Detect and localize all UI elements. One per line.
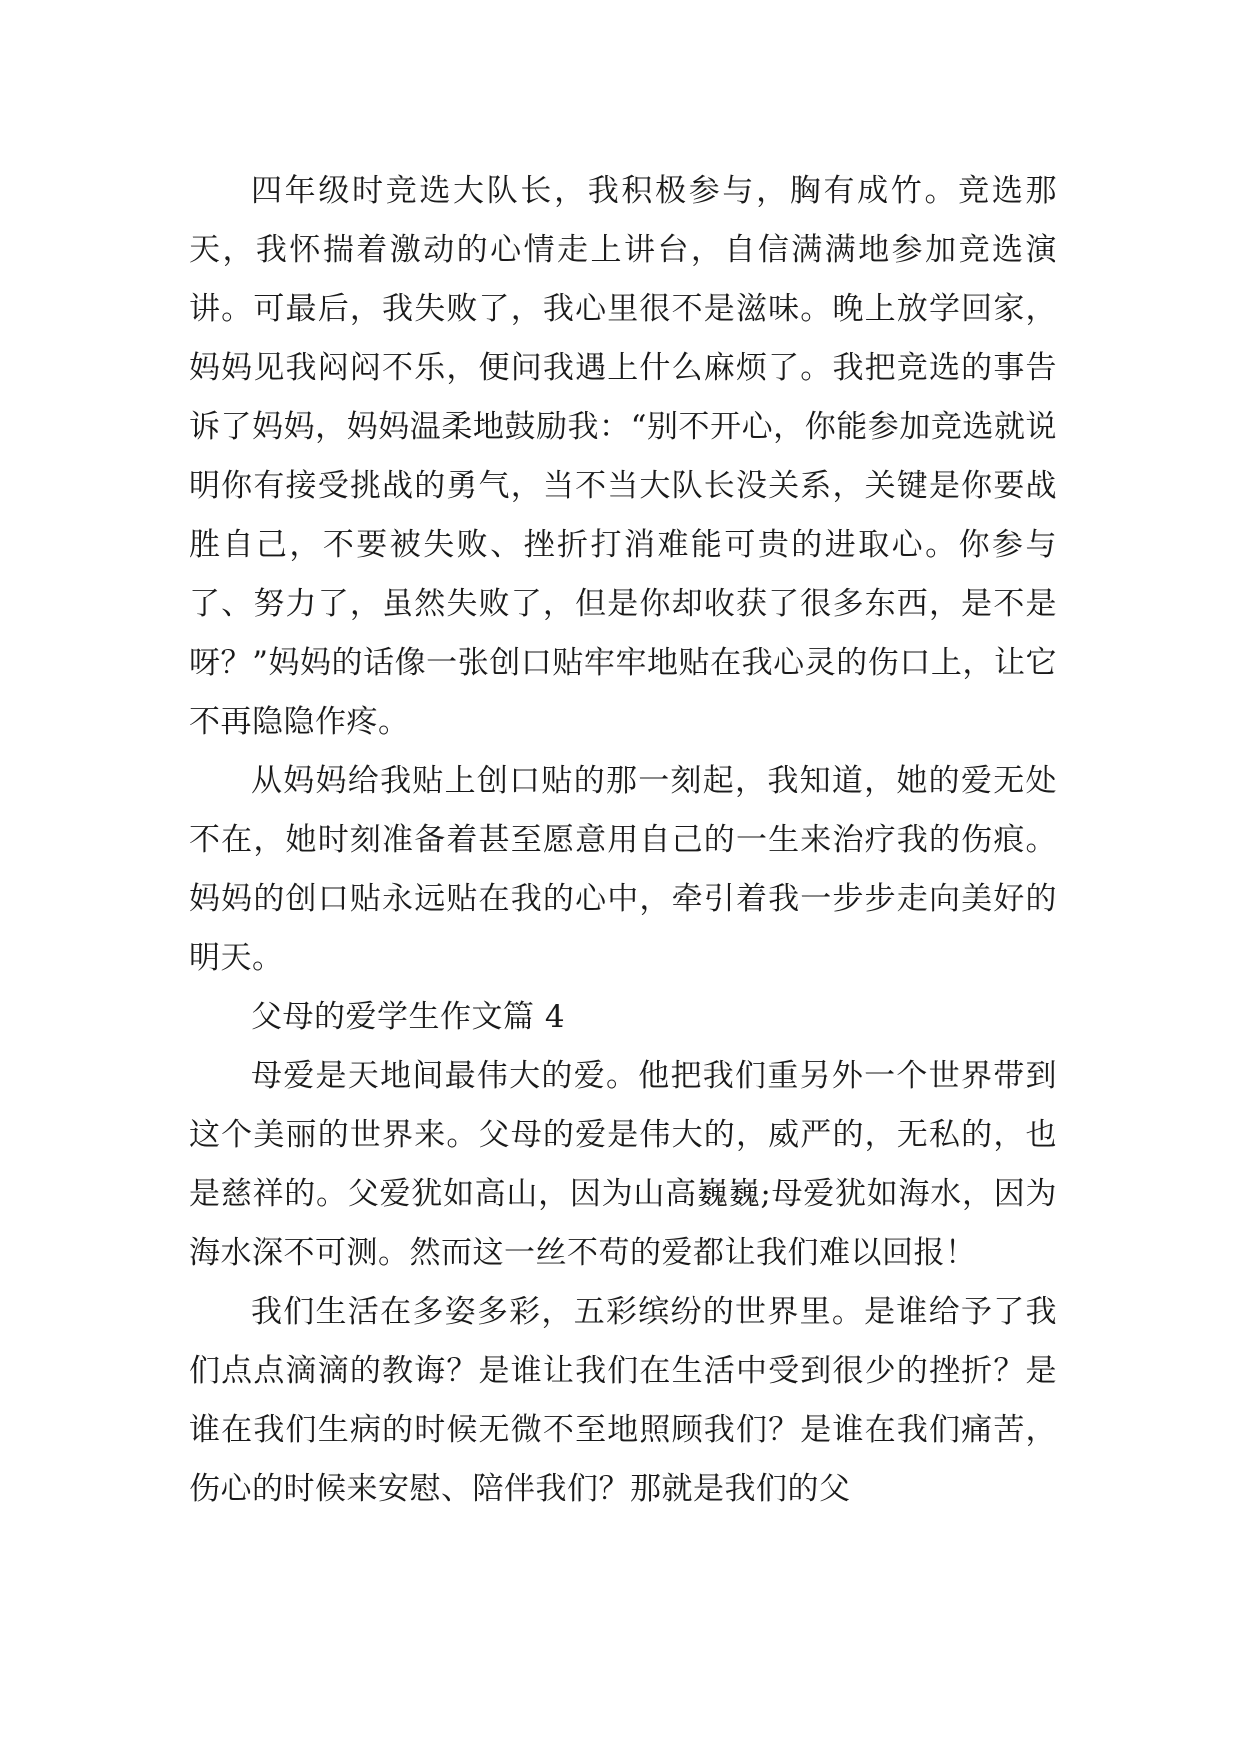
paragraph-mother-love: 母爱是天地间最伟大的爱。他把我们重另外一个世界带到这个美丽的世界来。父母的爱是伟大的，威严的，无私的，也是慈祥的。父爱犹如高山，因为山高巍巍;母爱犹如海水，因为海水深不可测。然而这一丝不苟的爱都让我们难以回报！: [189, 1058, 1057, 1271]
paragraph-campaign-story: 四年级时竞选大队长，我积极参与，胸有成竹。竞选那天，我怀揣着激动的心情走上讲台，自信满满地参加竞选演讲。可最后，我失败了，我心里很不是滋味。晚上放学回家，妈妈见我闷闷不乐，便问我遇上什么麻烦了。我把竞选的事告诉了妈妈，妈妈温柔地鼓励我：“别不开心，你能参加竞选就说明你有接受挑战的勇气，当不当大队长没关系，关键是你要战胜自己，不要被失败、挫折打消难能可贵的进取心。你参与了、努力了，虽然失败了，但是你却收获了很多东西，是不是呀？”妈妈的话像一张创口贴牢牢地贴在我心灵的伤口上，让它不再隐隐作疼。: [189, 173, 1057, 740]
paragraph-bandage-conclusion: 从妈妈给我贴上创口贴的那一刻起，我知道，她的爱无处不在，她时刻准备着甚至愿意用自己的一生来治疗我的伤痕。妈妈的创口贴永远贴在我的心中，牵引着我一步步走向美好的明天。: [189, 763, 1057, 976]
section-heading: 父母的爱学生作文篇 4: [251, 999, 566, 1035]
paragraph-parents-care: 我们生活在多姿多彩，五彩缤纷的世界里。是谁给予了我们点点滴滴的教诲？是谁让我们在生活中受到很少的挫折？是谁在我们生病的时候无微不至地照顾我们？是谁在我们痛苦，伤心的时候来安慰、陪伴我们？那就是我们的父: [189, 1294, 1057, 1507]
document-body: [189, 162, 1057, 1519]
